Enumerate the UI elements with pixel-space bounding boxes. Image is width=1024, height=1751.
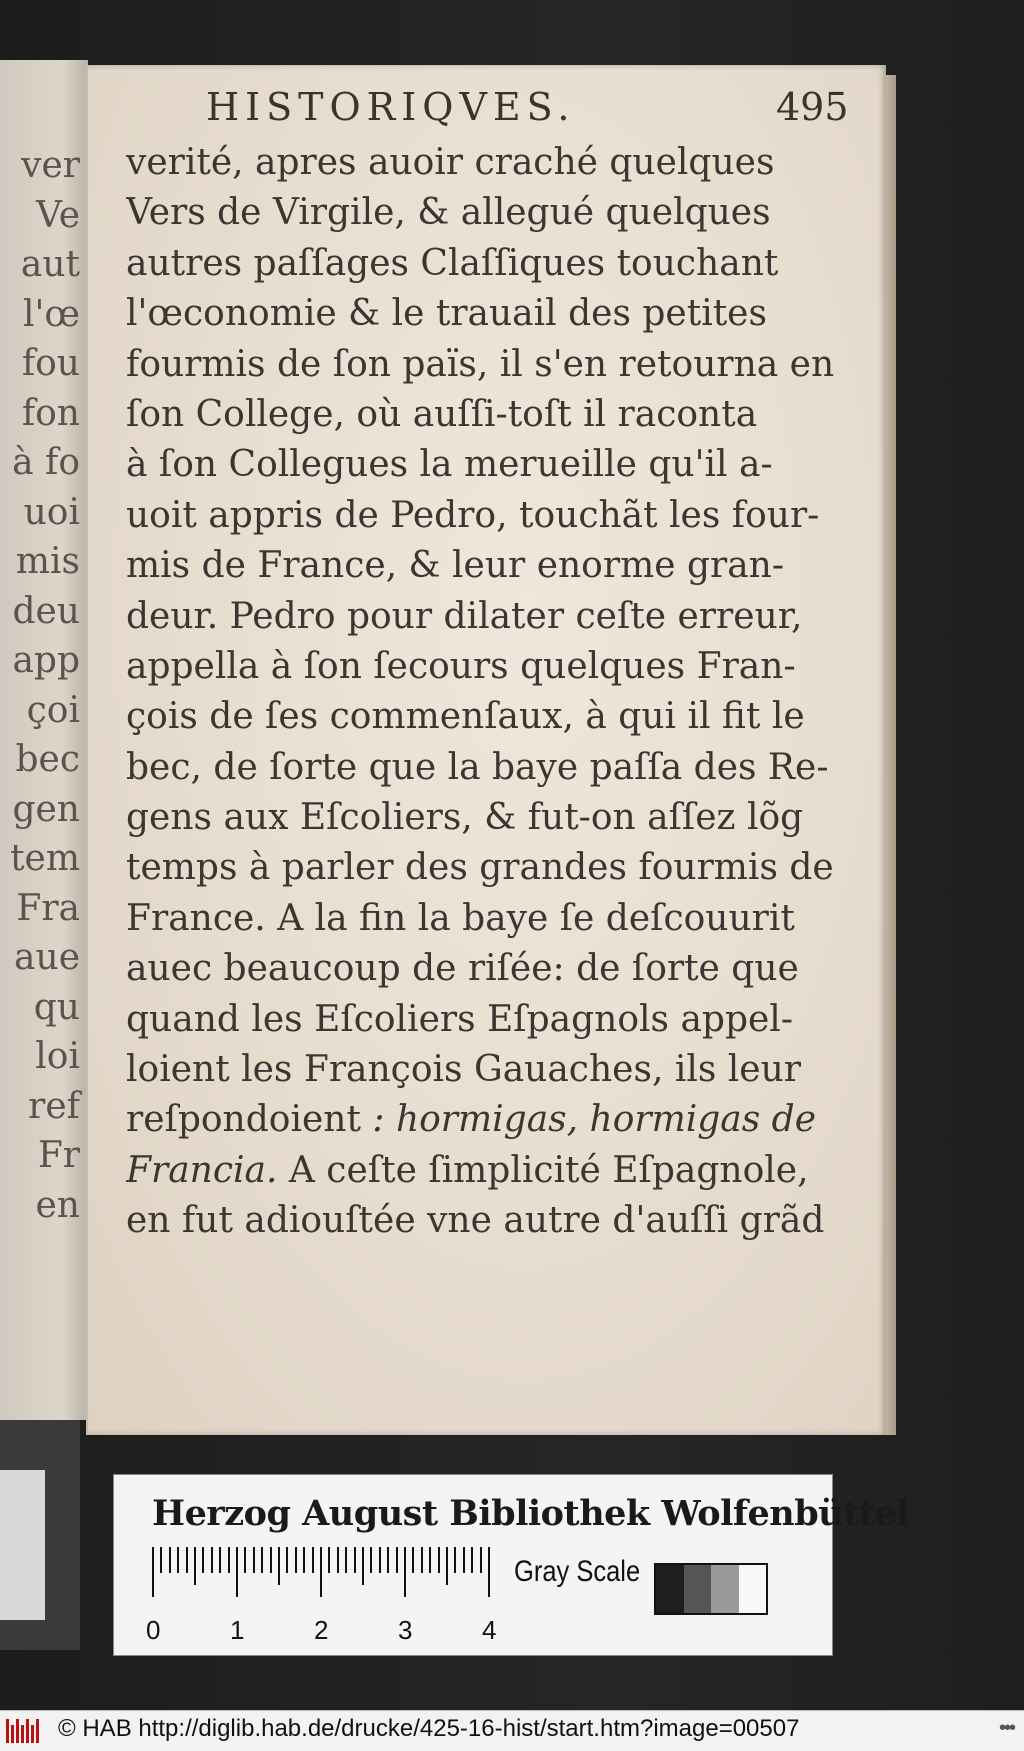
left-page-text-fragment: tem (10, 838, 80, 879)
left-page-text-fragment: ref (28, 1085, 80, 1127)
left-page-text-fragment: fon (21, 392, 80, 434)
ruler-tick (160, 1547, 162, 1573)
color-reference-card (113, 1474, 910, 1656)
text-italic: Francia. (126, 1149, 278, 1191)
left-page-text-fragment: aut (20, 244, 80, 285)
left-page-text-fragment: çoi (26, 689, 80, 731)
ruler-tick (396, 1547, 398, 1573)
ruler-tick (412, 1547, 414, 1573)
text-line: mis de France, & leur enorme gran- (126, 545, 785, 587)
ruler-number: 3 (398, 1615, 413, 1645)
left-page-text-fragment: gen (12, 788, 80, 830)
text-line: verité, apres auoir craché quelques (126, 142, 775, 183)
left-page-text-fragment: loi (35, 1036, 80, 1077)
ruler-tick (488, 1547, 490, 1597)
left-page-text-fragment: app (12, 640, 80, 681)
logo-stripe (31, 1725, 34, 1743)
text-line: en fut adiouſtée vne autre d'auſſi grãd (126, 1200, 825, 1242)
ruler-tick (244, 1547, 246, 1573)
ruler-tick (169, 1547, 171, 1573)
book-page (86, 65, 886, 1435)
ruler-tick (480, 1547, 482, 1573)
text-line: fourmis de ſon païs, il s'en retourna en (126, 343, 835, 385)
gray-swatch (656, 1565, 684, 1613)
text-line: quand les Eſcoliers Eſpagnols appel- (126, 998, 793, 1040)
ruler-tick (295, 1547, 297, 1573)
left-page-text-fragment: aue (14, 937, 80, 978)
scale-ruler (146, 1547, 497, 1647)
left-page-edge (0, 60, 88, 1420)
logo-stripe (6, 1719, 9, 1743)
text-line (126, 1095, 846, 1145)
ruler-tick (236, 1547, 238, 1597)
ruler-tick (186, 1547, 188, 1573)
card-institution-name: Herzog August Bibliothek Wolfenbüttel (152, 1493, 910, 1534)
ruler-tick (219, 1547, 221, 1573)
ruler-tick (261, 1547, 263, 1573)
hab-logo-icon (6, 1719, 46, 1743)
text-line: l'œconomie & le trauail des petites (126, 293, 767, 335)
ruler-number: 2 (314, 1615, 329, 1645)
ruler-tick (270, 1547, 272, 1573)
left-page-text-fragment: bec (15, 739, 80, 780)
ruler-tick (471, 1547, 473, 1573)
ruler-tick (202, 1547, 204, 1573)
ruler-tick (177, 1547, 179, 1573)
text-line: Vers de Virgile, & allegué quelques (126, 192, 771, 234)
gray-scale-swatches (654, 1563, 768, 1615)
text-line: autres paſſages Claſſiques touchant (126, 242, 779, 284)
running-head (206, 85, 849, 145)
ruler-number: 1 (230, 1615, 245, 1645)
ruler-tick (379, 1547, 381, 1573)
ruler-tick (337, 1547, 339, 1573)
logo-stripe (16, 1719, 19, 1743)
text-line (126, 1146, 846, 1196)
text-line: appella à ſon ſecours quelques Fran- (126, 645, 796, 687)
footer-bar (0, 1710, 1024, 1751)
page-body-text (126, 138, 846, 1247)
ruler-tick (446, 1547, 448, 1585)
ruler-tick (228, 1547, 230, 1573)
ruler-tick (152, 1547, 154, 1597)
left-page-text-fragment: en (35, 1184, 80, 1226)
left-page-text-fragment: ver (21, 145, 80, 186)
ruler-number: 0 (146, 1615, 161, 1645)
ruler-tick (303, 1547, 305, 1573)
ruler-tick (312, 1547, 314, 1573)
left-color-card-edge (0, 1470, 45, 1620)
ruler-tick (429, 1547, 431, 1573)
left-page-text-fragment: à fo (12, 442, 80, 483)
ruler-tick (463, 1547, 465, 1573)
gray-swatch (684, 1565, 712, 1613)
text-line: temps à parler des grandes fourmis de (126, 847, 834, 889)
ruler-tick (320, 1547, 322, 1597)
ruler-tick (194, 1547, 196, 1585)
ruler-tick (387, 1547, 389, 1573)
left-page-text-fragment: deu (12, 590, 80, 632)
text-line: çois de ſes commenſaux, à qui il fit le (126, 696, 805, 738)
gray-scale-label: Gray Scale (514, 1555, 641, 1588)
left-page-text-fragment: fou (21, 343, 80, 384)
ruler-tick (438, 1547, 440, 1573)
ruler-tick (253, 1547, 255, 1573)
logo-stripe (36, 1719, 39, 1743)
left-page-text-fragment: Fr (37, 1135, 80, 1176)
text-line: gens aux Eſcoliers, & fut-on aſſez lõg (126, 797, 804, 839)
text-line: France. A la fin la baye ſe deſcouurit (126, 897, 795, 939)
text-line: uoit appris de Pedro, touchãt les four- (126, 494, 820, 536)
text-line: auec beaucoup de riſée: de ſorte que (126, 948, 799, 990)
ruler-tick (345, 1547, 347, 1573)
ruler-tick (421, 1547, 423, 1573)
ruler-tick (362, 1547, 364, 1585)
left-page-text-fragment: Ve (36, 194, 80, 236)
left-page-text-fragment: uoi (23, 491, 80, 533)
text-normal: reſpondoient (126, 1099, 373, 1141)
text-line: loient les François Gauaches, ils leur (126, 1049, 801, 1091)
left-page-text-fragment: qu (33, 986, 80, 1028)
ruler-number: 4 (482, 1615, 497, 1645)
page-number: 495 (776, 85, 849, 129)
footer-copyright-url[interactable]: © HAB http://diglib.hab.de/drucke/425-16-hist/start.htm?image=00507 (58, 1715, 800, 1742)
text-italic: : hormigas, hormigas de (372, 1099, 817, 1141)
gray-swatch (739, 1565, 767, 1613)
logo-stripe (26, 1719, 29, 1743)
ruler-tick (286, 1547, 288, 1573)
text-line: bec, de ſorte que la baye paſſa des Re- (126, 746, 829, 788)
ruler-tick (278, 1547, 280, 1585)
ruler-tick (211, 1547, 213, 1573)
ruler-tick (354, 1547, 356, 1573)
logo-stripe (11, 1725, 14, 1743)
text-line: ſon College, où auſſi-toſt il raconta (126, 393, 758, 435)
more-icon[interactable]: ••• (998, 1717, 1014, 1739)
logo-stripe (21, 1725, 24, 1743)
gray-swatch (711, 1565, 739, 1613)
ruler-tick (370, 1547, 372, 1573)
ruler-tick (328, 1547, 330, 1573)
left-page-text-fragment: l'œ (22, 293, 80, 335)
text-normal: A ceſte ſimplicité Eſpagnole, (277, 1149, 809, 1191)
ruler-tick (454, 1547, 456, 1573)
left-page-text-fragment: Fra (16, 887, 80, 929)
text-line: à ſon Collegues la merueille qu'il a- (126, 444, 773, 486)
page-header-title: HISTORIQVES. (206, 85, 576, 129)
left-page-text-fragment: mis (15, 541, 80, 582)
ruler-tick (404, 1547, 406, 1597)
text-line: deur. Pedro pour dilater ceſte erreur, (126, 595, 803, 637)
